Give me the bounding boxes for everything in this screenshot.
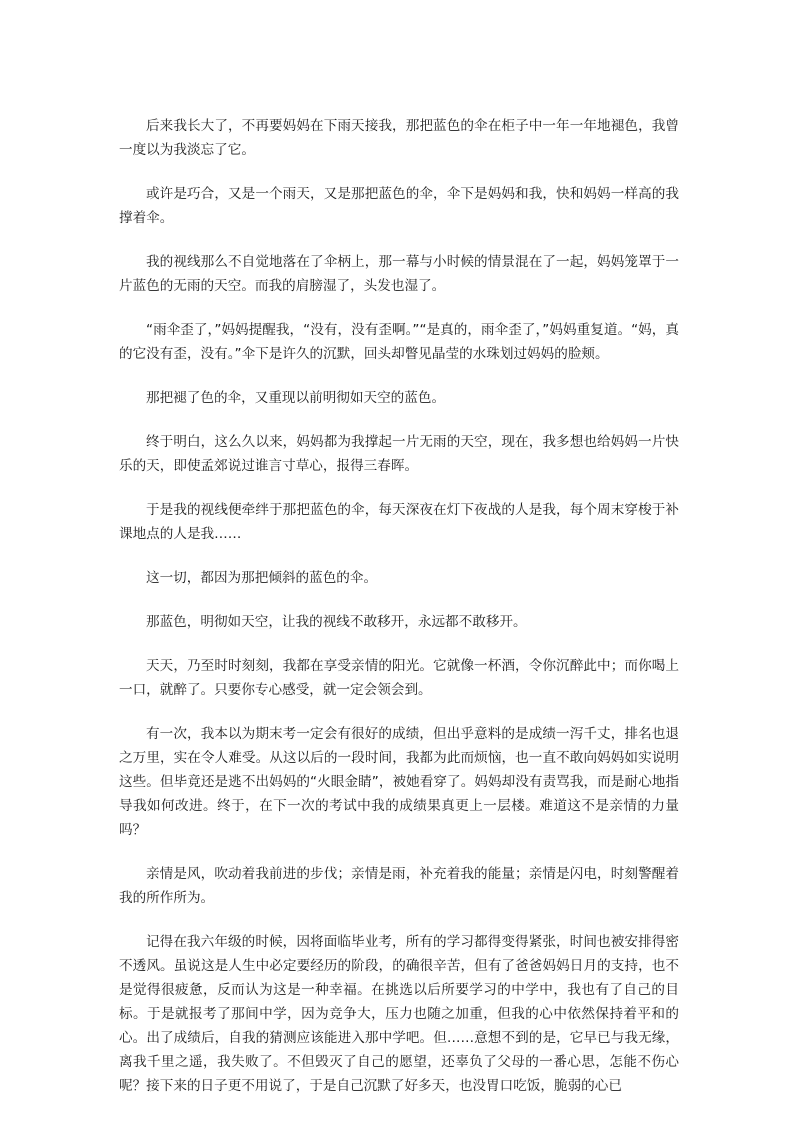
paragraph-2: 或许是巧合，又是一个雨天，又是那把蓝色的伞，伞下是妈妈和我，快和妈妈一样高的我撑着伞。 <box>119 186 679 226</box>
paragraph-8: 这一切，都因为那把倾斜的蓝色的伞。 <box>146 570 378 586</box>
paragraph-11: 有一次，我本以为期末考一定会有很好的成绩，但出乎意料的是成绩一泻千丈，排名也退之万里，实在令人难受。从这以后的一段时间，我都为此而烦恼，也一直不敢向妈妈如实说明这些。但毕竟还是逃不出妈妈的“火眼金睛”，被她看穿了。妈妈却没有责骂我，而是耐心地指导我如何改进。终于，在下一次的考试中我的成绩果真更上一层楼。难道这不是亲情的力量吗？ <box>119 726 679 838</box>
paragraph-3: 我的视线那么不自觉地落在了伞柄上，那一幕与小时候的情景混在了一起，妈妈笼罩于一片蓝色的无雨的天空。而我的肩膀湿了，头发也湿了。 <box>119 254 679 294</box>
paragraph-10: 天天，乃至时时刻刻，我都在享受亲情的阳光。它就像一杯酒，令你沉醉此中；而你喝上一口，就醉了。只要你专心感受，就一定会领会到。 <box>119 658 679 698</box>
paragraph-6: 终于明白，这么久以来，妈妈都为我撑起一片无雨的天空，现在，我多想也给妈妈一片快乐的天，即使孟郊说过谁言寸草心，报得三春晖。 <box>119 434 679 474</box>
document-body <box>119 114 679 1118</box>
paragraph-9: 那蓝色，明彻如天空，让我的视线不敢移开，永远都不敢移开。 <box>146 614 527 630</box>
paragraph-12: 亲情是风，吹动着我前进的步伐；亲情是雨，补充着我的能量；亲情是闪电，时刻警醒着我的所作所为。 <box>119 866 679 906</box>
paragraph-5: 那把褪了色的伞，又重现以前明彻如天空的蓝色。 <box>146 390 446 406</box>
paragraph-4: “雨伞歪了，”妈妈提醒我，“没有，没有歪啊。”“是真的，雨伞歪了，”妈妈重复道。“妈，真的它没有歪，没有。”伞下是许久的沉默，回头却瞥见晶莹的水珠划过妈妈的脸颊。 <box>119 322 679 362</box>
paragraph-13: 记得在我六年级的时候，因将面临毕业考，所有的学习都得变得紧张，时间也被安排得密不透风。虽说这是人生中必定要经历的阶段，的确很辛苦，但有了爸爸妈妈日月的支持，也不是觉得很疲惫，反而认为这是一种幸福。在挑选以后所要学习的中学中，我也有了自己的目标。于是就报考了那间中学，因为竞争大，压力也随之加重，但我的心中依然保持着平和的心。出了成绩后，自我的猜测应该能进入那中学吧。但……意想不到的是，它早已与我无缘，离我千里之遥，我失败了。不但毁灭了自己的愿望，还辜负了父母的一番心思，怎能不伤心呢？接下来的日子更不用说了，于是自己沉默了好多天，也没胃口吃饭，脆弱的心已 <box>119 934 679 1094</box>
paragraph-7: 于是我的视线便牵绊于那把蓝色的伞，每天深夜在灯下夜战的人是我，每个周末穿梭于补课地点的人是我…… <box>119 502 679 542</box>
paragraph-1: 后来我长大了，不再要妈妈在下雨天接我，那把蓝色的伞在柜子中一年一年地褪色，我曾一度以为我淡忘了它。 <box>119 118 679 158</box>
